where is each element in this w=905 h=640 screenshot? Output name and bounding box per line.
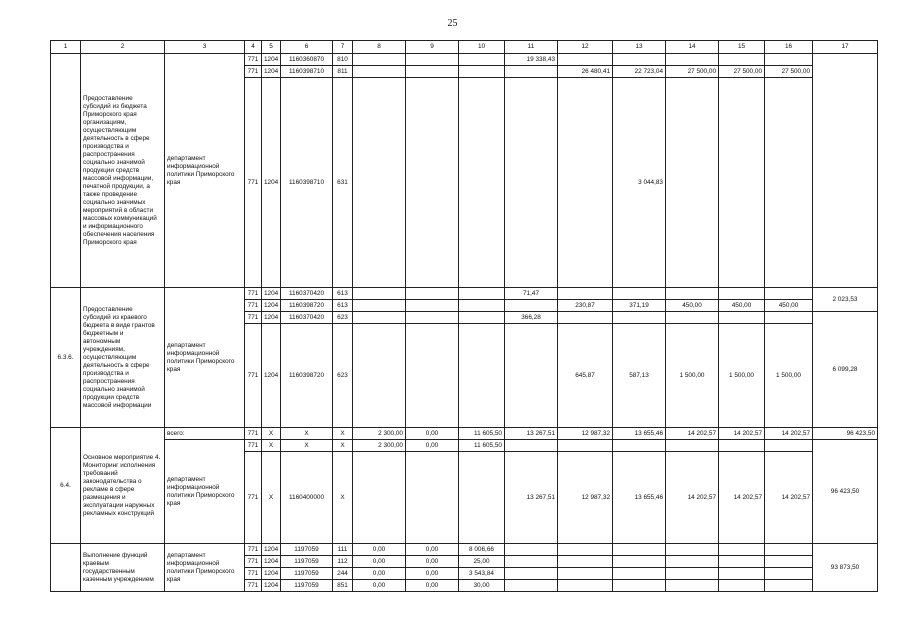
header-cell: 13 [613, 41, 666, 54]
header-cell: 16 [765, 41, 813, 54]
value-cell: 19 338,43 [505, 54, 558, 66]
section-cell: 1204 [262, 66, 281, 78]
section-cell: 1204 [262, 288, 281, 300]
grbs-cell: 771 [245, 66, 262, 78]
value-cell: 230,87 [558, 300, 613, 312]
expense-type-cell: 112 [333, 556, 353, 568]
value-cell: 0,00 [406, 568, 459, 580]
grbs-cell: 771 [245, 312, 262, 324]
section-cell: 1204 [262, 556, 281, 568]
value-cell: 1 500,00 [719, 324, 765, 428]
section-cell: 1204 [262, 324, 281, 428]
executor: департамент информационной политики Приморского края [165, 544, 245, 592]
value-cell: 11 605,50 [459, 428, 505, 440]
value-cell: 13 655,46 [613, 452, 666, 544]
section-cell: 1204 [262, 54, 281, 66]
header-cell: 11 [505, 41, 558, 54]
table-row [51, 54, 878, 66]
value-cell: 12 987,32 [558, 452, 613, 544]
expense-type-cell: 613 [333, 288, 353, 300]
target-article-cell: X [281, 428, 333, 440]
value-cell: 0,00 [353, 544, 406, 556]
table-row [51, 428, 878, 440]
expense-type-cell: 623 [333, 324, 353, 428]
grbs-cell: 771 [245, 324, 262, 428]
table-row [51, 288, 878, 300]
executor: департамент информационной политики Приморского края [165, 440, 245, 544]
expense-type-cell: 811 [333, 66, 353, 78]
header-cell: 7 [333, 41, 353, 54]
value-cell: 0,00 [406, 544, 459, 556]
target-article-cell: 1160370420 [281, 288, 333, 300]
target-article-cell: X [281, 440, 333, 452]
value-cell: 22 723,04 [613, 66, 666, 78]
value-cell: 27 500,00 [765, 66, 813, 78]
expense-type-cell: X [333, 440, 353, 452]
measure-name: Предоставление субсидий из краевого бюджета в виде грантов бюджетным и автономным учреждениям, осуществляющим деятельность в сфере производства и распространения социально значимой продукции средств массовой информации [81, 288, 165, 428]
total-cell: 93 873,50 [813, 544, 878, 592]
value-cell: 587,13 [613, 324, 666, 428]
budget-table [50, 40, 878, 592]
measure-name: Предоставление субсидий из бюджета Приморского края организациям, осуществляющим деятельность в сфере производства и распространения социально значимой продукции средств массовой информации, печатной продукции, а также проведение социально значимых мероприятий в области массовых коммуникаций и информационного обеспечения населения Приморского края [81, 54, 165, 288]
header-cell: 1 [51, 41, 81, 54]
executor: департамент информационной политики Приморского края [165, 54, 245, 288]
grbs-cell: 771 [245, 556, 262, 568]
value-cell: 14 202,57 [666, 452, 719, 544]
value-cell: 1 500,00 [765, 324, 813, 428]
target-article-cell: 1197059 [281, 544, 333, 556]
table-row [51, 440, 878, 452]
table-row [51, 544, 878, 556]
grbs-cell: 771 [245, 440, 262, 452]
value-cell: 14 202,57 [765, 428, 813, 440]
header-cell: 15 [719, 41, 765, 54]
value-cell: 2 300,00 [353, 440, 406, 452]
header-cell: 14 [666, 41, 719, 54]
total-cell: 96 423,50 [813, 440, 878, 544]
value-cell: 13 655,46 [613, 428, 666, 440]
value-cell: 8 006,66 [459, 544, 505, 556]
total-label: всего: [165, 428, 245, 440]
header-cell: 8 [353, 41, 406, 54]
page-number: 25 [447, 18, 458, 29]
grbs-cell: 771 [245, 544, 262, 556]
value-cell: 27 500,00 [666, 66, 719, 78]
header-cell: 10 [459, 41, 505, 54]
target-article-cell: 1160398720 [281, 300, 333, 312]
value-cell: 26 480,41 [558, 66, 613, 78]
value-cell: 3 543,84 [459, 568, 505, 580]
grbs-cell: 771 [245, 288, 262, 300]
measure-name: Основное мероприятие 4. Мониторинг исполнения требований законодательства о рекламе в сфере размещения и эксплуатации наружных рекламных конструкций [81, 428, 165, 544]
value-cell: 1 500,00 [666, 324, 719, 428]
value-cell: 0,00 [353, 580, 406, 592]
row-number: 6.3.6. [51, 288, 81, 428]
grbs-cell: 771 [245, 452, 262, 544]
expense-type-cell: X [333, 428, 353, 440]
header-row [51, 41, 878, 54]
value-cell: 0,00 [406, 428, 459, 440]
section-cell: 1204 [262, 300, 281, 312]
row-number: 6.4. [51, 428, 81, 544]
row-number [51, 544, 81, 592]
value-cell: 0,00 [406, 440, 459, 452]
header-cell: 3 [165, 41, 245, 54]
value-cell: 0,00 [406, 556, 459, 568]
grbs-cell: 771 [245, 78, 262, 288]
value-cell: 0,00 [406, 580, 459, 592]
expense-type-cell: 244 [333, 568, 353, 580]
section-cell: 1204 [262, 312, 281, 324]
grbs-cell: 771 [245, 300, 262, 312]
value-cell: 30,00 [459, 580, 505, 592]
value-cell: 366,28 [505, 312, 558, 324]
expense-type-cell: 810 [333, 54, 353, 66]
value-cell: 0,00 [353, 568, 406, 580]
expense-type-cell: 111 [333, 544, 353, 556]
section-cell: 1204 [262, 580, 281, 592]
section-cell: X [262, 440, 281, 452]
header-cell: 12 [558, 41, 613, 54]
section-cell: 1204 [262, 78, 281, 288]
total-cell: 2 023,53 [813, 288, 878, 312]
row-number [51, 54, 81, 288]
expense-type-cell: 613 [333, 300, 353, 312]
value-cell: 371,19 [613, 300, 666, 312]
value-cell: 14 202,57 [719, 428, 765, 440]
target-article-cell: 1160400000 [281, 452, 333, 544]
grbs-cell: 771 [245, 428, 262, 440]
target-article-cell: 1197059 [281, 580, 333, 592]
value-cell: 14 202,57 [719, 452, 765, 544]
executor: департамент информационной политики Приморского края [165, 288, 245, 428]
header-cell: 2 [81, 41, 165, 54]
total-cell: 96 423,50 [813, 428, 878, 440]
target-article-cell: 1160398720 [281, 324, 333, 428]
target-article-cell: 1197059 [281, 568, 333, 580]
target-article-cell: 1160360870 [281, 54, 333, 66]
value-cell: 2 300,00 [353, 428, 406, 440]
header-cell: 17 [813, 41, 878, 54]
target-article-cell: 1197059 [281, 556, 333, 568]
value-cell: 25,00 [459, 556, 505, 568]
value-cell: 13 267,51 [505, 428, 558, 440]
target-article-cell: 1160398710 [281, 78, 333, 288]
value-cell: 12 987,32 [558, 428, 613, 440]
value-cell: 0,00 [353, 556, 406, 568]
total-cell [813, 54, 878, 288]
value-cell: 71,47 [505, 288, 558, 300]
header-cell: 4 [245, 41, 262, 54]
value-cell: 450,00 [765, 300, 813, 312]
value-cell: 14 202,57 [765, 452, 813, 544]
value-cell: 645,87 [558, 324, 613, 428]
value-cell: 3 044,83 [613, 78, 666, 288]
value-cell: 450,00 [719, 300, 765, 312]
expense-type-cell: X [333, 452, 353, 544]
section-cell: X [262, 428, 281, 440]
value-cell: 11 605,50 [459, 440, 505, 452]
section-cell: X [262, 452, 281, 544]
grbs-cell: 771 [245, 54, 262, 66]
header-cell: 9 [406, 41, 459, 54]
expense-type-cell: 851 [333, 580, 353, 592]
grbs-cell: 771 [245, 568, 262, 580]
header-cell: 6 [281, 41, 333, 54]
total-cell: 6 099,28 [813, 312, 878, 428]
target-article-cell: 1160398710 [281, 66, 333, 78]
value-cell: 13 267,51 [505, 452, 558, 544]
value-cell: 14 202,57 [666, 428, 719, 440]
value-cell: 27 500,00 [719, 66, 765, 78]
section-cell: 1204 [262, 544, 281, 556]
expense-type-cell: 631 [333, 78, 353, 288]
section-cell: 1204 [262, 568, 281, 580]
grbs-cell: 771 [245, 580, 262, 592]
target-article-cell: 1160370420 [281, 312, 333, 324]
header-cell: 5 [262, 41, 281, 54]
value-cell: 450,00 [666, 300, 719, 312]
measure-name: Выполнение функций краевым государственным казенным учреждением [81, 544, 165, 592]
expense-type-cell: 623 [333, 312, 353, 324]
